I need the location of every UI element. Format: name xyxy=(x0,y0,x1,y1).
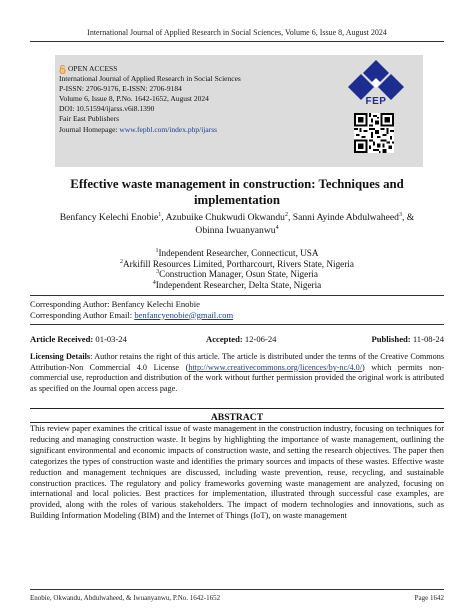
affiliation-text: Independent Researcher, Delta State, Nigeria xyxy=(155,279,322,290)
affiliation-item xyxy=(60,280,414,291)
correspondence-block xyxy=(30,299,233,320)
accepted-date xyxy=(206,334,276,344)
affiliation-text: Arkifill Resources Limited, Portharcourt, Rivers State, Nigeria xyxy=(123,258,354,269)
affiliation-mark: 2 xyxy=(120,258,124,265)
email-label: Corresponding Author Email: xyxy=(30,309,135,320)
author-name: Azubuike Chukwudi Okwandu xyxy=(165,212,285,223)
author-affiliation-mark: 1 xyxy=(158,211,162,218)
homepage-link[interactable]: www.fepbl.com/index.php/ijarss xyxy=(119,124,218,134)
correspondence-rule-top xyxy=(30,295,444,296)
open-access-lock-icon xyxy=(59,65,66,74)
affiliation-item xyxy=(60,259,414,270)
corresponding-author: Corresponding Author: Benfancy Kelechi Enobie xyxy=(30,299,200,309)
affiliation-mark: 1 xyxy=(155,247,159,254)
licensing-text-before: : Author retains the right of this article. The article is distributed under the terms of the Creative Commons Attribution-Non Commercial 4.0 License ( xyxy=(30,352,444,372)
affiliation-text: Construction Manager, Osun State, Nigeria xyxy=(159,269,318,280)
homepage-label: Journal Homepage: xyxy=(59,124,120,134)
affiliation-item xyxy=(60,248,414,259)
affiliation-mark: 4 xyxy=(152,279,156,286)
published-label: Published: xyxy=(371,334,411,344)
open-access-label: OPEN ACCESS xyxy=(68,64,118,73)
article-dates xyxy=(30,334,444,346)
running-head: International Journal of Applied Research in Social Sciences, Volume 6, Issue 8, August 2024 xyxy=(87,28,387,37)
author-name: Obinna Iwuanyanwu xyxy=(195,224,276,236)
abstract-heading: ABSTRACT xyxy=(210,412,264,423)
received-label: Article Received: xyxy=(30,334,94,344)
journal-name: International Journal of Applied Research in Social Sciences xyxy=(59,74,241,84)
affiliation-mark: 3 xyxy=(156,269,160,276)
footer-rule xyxy=(30,589,444,590)
affiliation-item xyxy=(60,269,414,280)
publisher-name: Fair East Publishers xyxy=(59,114,119,124)
affiliation-text: Independent Researcher, Connecticut, USA xyxy=(158,248,319,258)
author-separator: , & xyxy=(401,212,415,223)
journal-volume: Volume 6, Issue 8, P.No. 1642-1652, August 2024 xyxy=(59,94,209,104)
paper-title: Effective waste management in construction: Techniques and implementation xyxy=(70,177,404,207)
author-name: Sanni Ayinde Abdulwaheed xyxy=(292,212,399,223)
author-affiliation-mark: 3 xyxy=(398,211,402,218)
affiliation-list xyxy=(60,248,414,290)
licensing-text-after: ) which permits non-commercial use, reproduction and distribution of the work without further permission provided the original work is attributed as specified on the Journal open access page. xyxy=(30,362,444,393)
abstract-body: This review paper examines the critical issue of waste management in the construction industry, focusing on techniques for reducing and managing construction waste. It begins by highlighting the importance of waste management, outlining the significant environmental and economic impacts of construction waste, and setting the research objectives. The paper then categorizes the types of construction waste and identifies the primary sources and impacts of these wastes. Effective waste reduction and management techniques are discussed, including waste prevention, reuse, recycling, and sustainable construction practices. The regulatory and policy frameworks governing waste management are analyzed, focusing on international and local policies. Best practices for implementation, illustrated through successful case examples, are provided, along with the roles of various stakeholders. The impact of modern technologies and innovations, such as Building Information Modeling (BIM) and the Internet of Things (IoT), on waste management xyxy=(30,424,444,521)
accepted-value: 12-06-24 xyxy=(244,334,277,344)
received-date xyxy=(30,334,127,344)
published-date xyxy=(371,334,444,344)
author-separator: , xyxy=(161,212,166,223)
journal-issn: P-ISSN: 2706-9176, E-ISSN: 2706-9184 xyxy=(59,84,182,94)
license-link[interactable]: http://www.creativecommons.org/licences/by-nc/4.0/ xyxy=(188,362,363,372)
email-link[interactable]: benfancyenobie@gmail.com xyxy=(134,309,234,320)
journal-homepage xyxy=(59,125,241,135)
licensing-label: Licensing Details xyxy=(30,352,91,361)
author-affiliation-mark: 4 xyxy=(275,224,279,231)
article-doi[interactable]: DOI: 10.51594/ijarss.v6i8.1390 xyxy=(59,104,155,114)
page-number: Page 1642 xyxy=(414,594,444,602)
published-value: 11-08-24 xyxy=(412,334,444,344)
correspondence-rule-bottom xyxy=(30,324,444,325)
author-name: Benfancy Kelechi Enobie xyxy=(59,212,159,223)
corresponding-email-line xyxy=(30,310,233,321)
footer-citation: Enobie, Okwandu, Abdulwaheed, & Iwuanyanwu, P.No. 1642-1652 xyxy=(30,594,221,602)
header-rule xyxy=(30,41,444,42)
fep-logo-text: FEP xyxy=(365,96,387,107)
author-separator: , xyxy=(287,212,293,223)
open-access-row xyxy=(59,64,241,74)
qr-code-icon[interactable] xyxy=(354,113,394,153)
journal-info xyxy=(59,64,241,135)
author-list xyxy=(40,212,434,237)
licensing-details xyxy=(30,352,444,394)
accepted-label: Accepted: xyxy=(206,334,243,344)
received-value: 01-03-24 xyxy=(95,334,127,344)
author-affiliation-mark: 2 xyxy=(284,211,288,218)
journal-info-box xyxy=(55,55,423,167)
